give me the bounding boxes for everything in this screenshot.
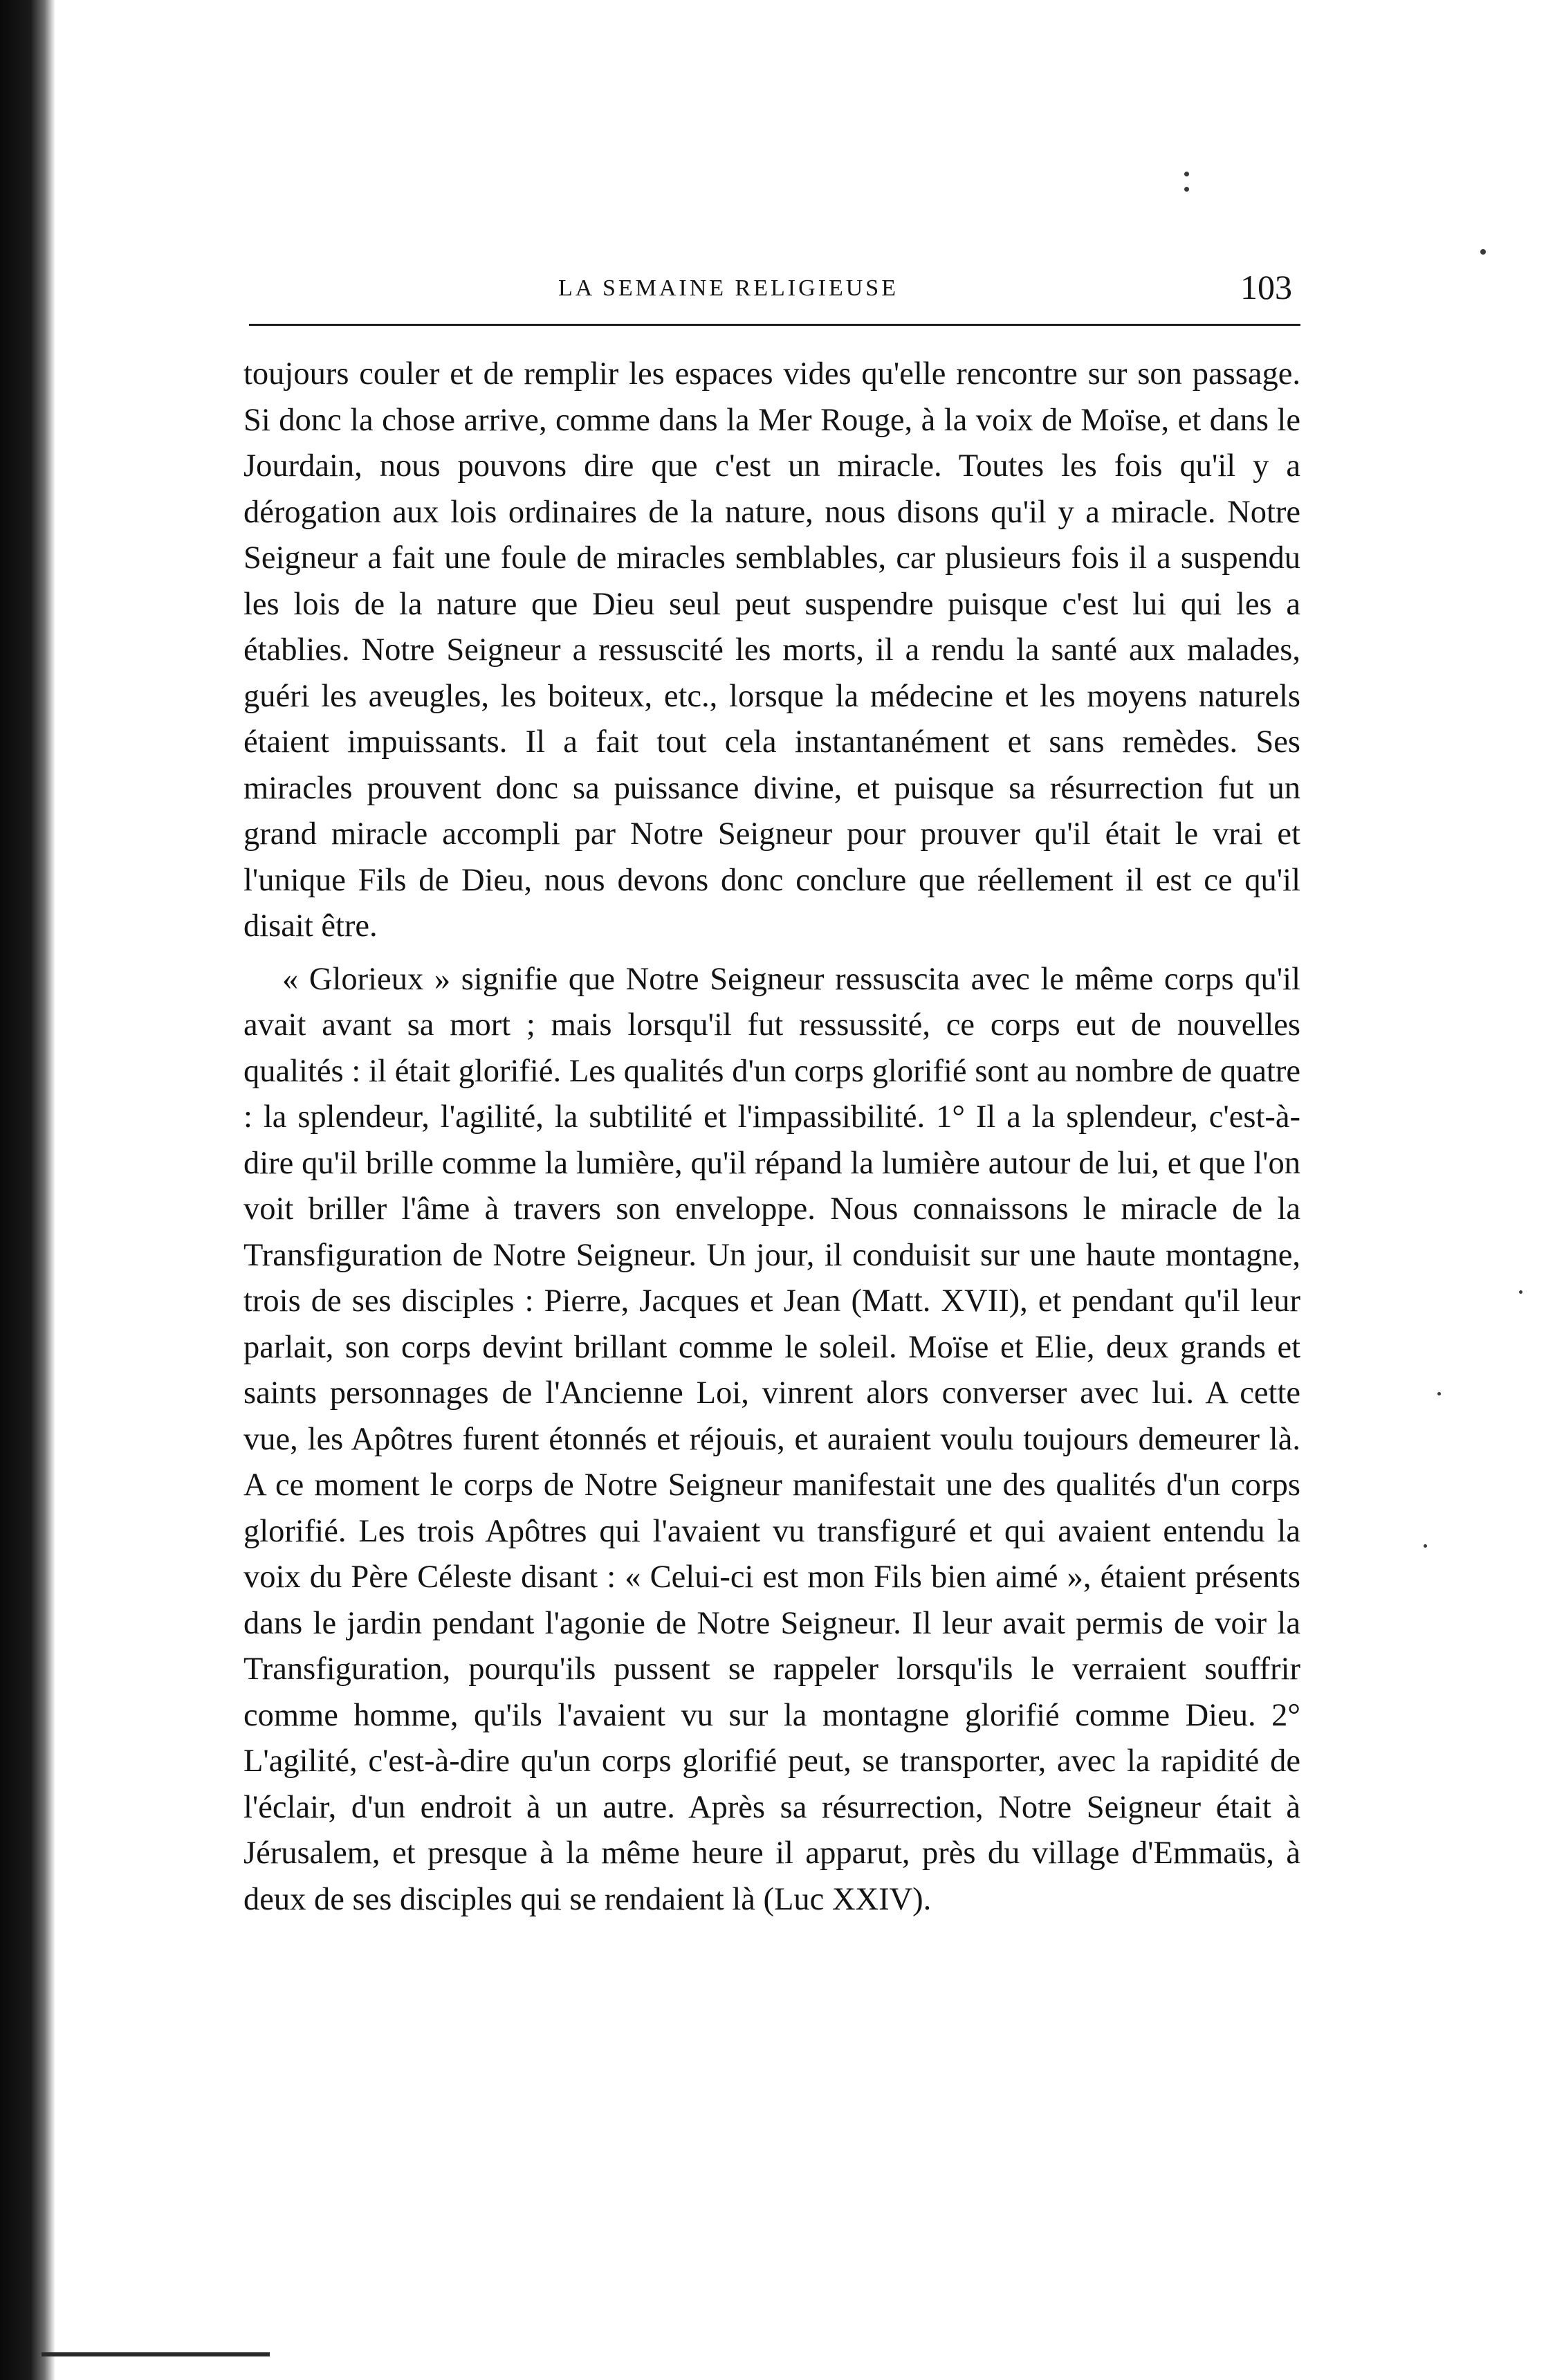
paragraph-1: toujours couler et de remplir les espaces vides qu'elle rencontre sur son passage. Si donc la chose arrive, comme dans la Mer Rouge, à la voix de Moïse, et dans le Jourdain, nous pouvons dire que c'est un miracle. Toutes les fois qu'il y a dérogation aux lois ordinaires de la nature, nous disons qu'il y a miracle. Notre Seigneur a fait une foule de miracles semblables, car plusieurs fois il a suspendu les lois de la nature que Dieu seul peut suspendre puisque c'est lui qui les a établies. Notre Seigneur a ressuscité les morts, il a rendu la santé aux malades, guéri les aveugles, les boiteux, etc., lorsque la médecine et les moyens naturels étaient impuissants. Il a fait tout cela instantanément et sans remèdes. Ses miracles prouvent donc sa puissance divine, et puisque sa résurrection fut un grand miracle accompli par Notre Seigneur pour prouver qu'il était le vrai et l'unique Fils de Dieu, nous devons donc conclure que réellement il est ce qu'il disait être. — [243, 356, 1300, 944]
header-rule — [249, 324, 1300, 326]
scan-speck — [1437, 1392, 1441, 1395]
paragraph-2: « Glorieux » signifie que Notre Seigneur ressuscita avec le même corps qu'il avait avant sa mort ; mais lorsqu'il fut ressussité, ce corps eut de nouvelles qualités : il était glorifié. Les qualités d'un corps glorifié sont au nombre de quatre : la splendeur, l'agilité, la subtilité et l'impassibilité. 1° Il a la splendeur, c'est-à-dire qu'il brille comme la lumière, qu'il répand la lumière autour de lui, et que l'on voit briller l'âme à travers son enveloppe. Nous connaissons le miracle de la Transfiguration de Notre Seigneur. Un jour, il conduisit sur une haute montagne, trois de ses disciples : Pierre, Jacques et Jean (Matt. XVII), et pendant qu'il leur parlait, son corps devint brillant comme le soleil. Moïse et Elie, deux grands et saints personnages de l'Ancienne Loi, vinrent alors converser avec lui. A cette vue, les Apôtres furent étonnés et réjouis, et auraient voulu toujours demeurer là. A ce moment le corps de Notre Seigneur manifestait une des qualités d'un corps glorifié. Les trois Apôtres qui l'avaient vu transfiguré et qui avaient entendu la voix du Père Céleste disant : « Celui-ci est mon Fils bien aimé », étaient présents dans le jardin pendant l'agonie de Notre Seigneur. Il leur avait permis de voir la Transfiguration, pourqu'ils pussent se rappeler lorsqu'ils le verraient souffrir comme homme, qu'ils l'avaient vu sur la montagne glorifié comme Dieu. 2° L'agilité, c'est-à-dire qu'un corps glorifié peut, se transporter, avec la rapidité de l'éclair, d'un endroit à un autre. Après sa résurrection, Notre Seigneur était à Jérusalem, et presque à la même heure il apparut, près du village d'Emmaüs, à deux de ses disciples qui se rendaient là (Luc XXIV). — [243, 961, 1300, 1917]
running-title: LA SEMAINE RELIGIEUSE — [558, 275, 899, 301]
scan-speck — [1480, 249, 1486, 255]
running-header — [243, 263, 1300, 318]
binding-shadow — [0, 0, 55, 2380]
scan-speck — [1424, 1544, 1427, 1548]
body-text — [243, 351, 1300, 1923]
scan-speck — [1184, 187, 1189, 192]
book-page — [243, 263, 1300, 1917]
scan-speck — [1519, 1290, 1522, 1294]
page-number: 103 — [1240, 268, 1292, 306]
binding-shadow-foot — [42, 2352, 270, 2356]
scan-speck — [1184, 172, 1189, 176]
